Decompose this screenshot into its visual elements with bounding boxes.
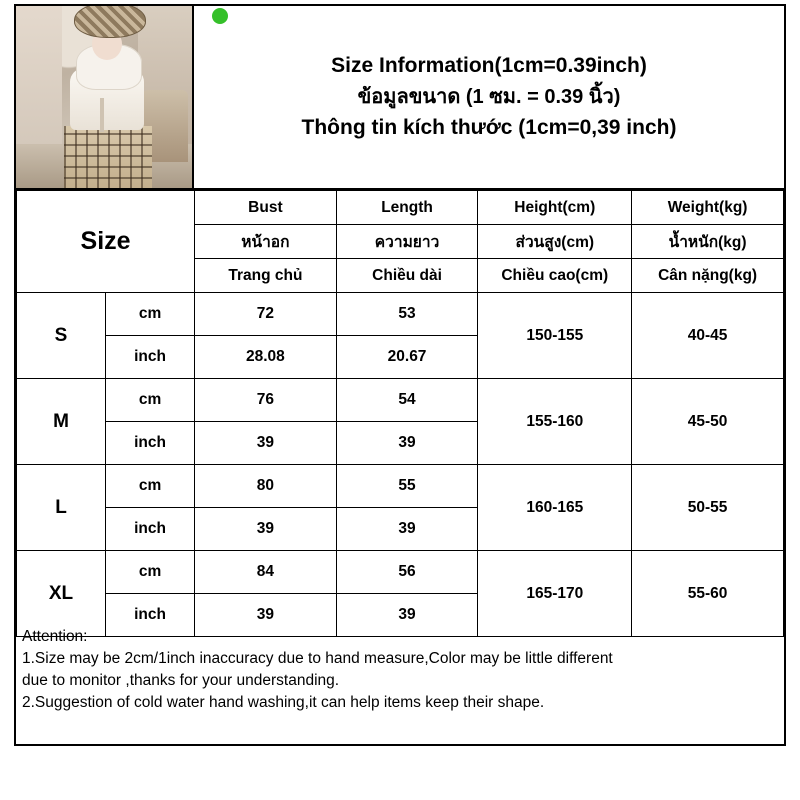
row-size-m: M [17,379,106,465]
unit-inch: inch [106,508,195,551]
title-english: Size Information(1cm=0.39inch) [331,54,647,78]
title-block [194,6,784,188]
unit-inch: inch [106,422,195,465]
title-thai: ข้อมูลขนาด (1 ซม. = 0.39 นิ้ว) [357,85,621,108]
l-height: 160-165 [478,465,632,551]
size-header-cell: Size [17,191,195,293]
l-length-inch: 39 [336,508,478,551]
xl-height: 165-170 [478,551,632,637]
l-bust-cm: 80 [195,465,337,508]
col-weight-en: Weight(kg) [632,191,784,225]
unit-inch: inch [106,594,195,637]
size-table [16,190,784,637]
attention-line-1: 1.Size may be 2cm/1inch inaccuracy due to hand measure,Color may be little different [22,650,613,667]
unit-cm: cm [106,551,195,594]
s-bust-cm: 72 [195,293,337,336]
s-bust-inch: 28.08 [195,336,337,379]
table-row [17,293,784,336]
col-bust-en: Bust [195,191,337,225]
attention-line-3: 2.Suggestion of cold water hand washing,it can help items keep their shape. [22,694,545,711]
unit-cm: cm [106,379,195,422]
product-photo [16,6,192,188]
l-weight: 50-55 [632,465,784,551]
col-length-th: ความยาว [336,225,478,259]
unit-inch: inch [106,336,195,379]
m-bust-cm: 76 [195,379,337,422]
s-length-inch: 20.67 [336,336,478,379]
table-row [17,465,784,508]
col-weight-vi: Cân nặng(kg) [632,259,784,293]
s-height: 150-155 [478,293,632,379]
m-length-cm: 54 [336,379,478,422]
xl-length-inch: 39 [336,594,478,637]
l-length-cm: 55 [336,465,478,508]
col-bust-th: หน้าอก [195,225,337,259]
m-height: 155-160 [478,379,632,465]
s-weight: 40-45 [632,293,784,379]
xl-weight: 55-60 [632,551,784,637]
xl-bust-inch: 39 [195,594,337,637]
s-length-cm: 53 [336,293,478,336]
attention-block [14,620,786,714]
m-length-inch: 39 [336,422,478,465]
row-size-s: S [17,293,106,379]
l-bust-inch: 39 [195,508,337,551]
col-length-vi: Chiều dài [336,259,478,293]
m-bust-inch: 39 [195,422,337,465]
m-weight: 45-50 [632,379,784,465]
col-length-en: Length [336,191,478,225]
table-header-row-en [17,191,784,225]
col-height-th: ส่วนสูง(cm) [478,225,632,259]
xl-bust-cm: 84 [195,551,337,594]
table-row [17,551,784,594]
col-height-en: Height(cm) [478,191,632,225]
chart-header [16,6,784,190]
table-row [17,379,784,422]
row-size-xl: XL [17,551,106,637]
green-dot-icon [212,8,228,24]
xl-length-cm: 56 [336,551,478,594]
unit-cm: cm [106,465,195,508]
title-vietnamese: Thông tin kích thước (1cm=0,39 inch) [301,115,677,139]
attention-line-2: due to monitor ,thanks for your understanding. [22,672,340,689]
row-size-l: L [17,465,106,551]
unit-cm: cm [106,293,195,336]
col-weight-th: น้ำหนัก(kg) [632,225,784,259]
col-height-vi: Chiều cao(cm) [478,259,632,293]
attention-heading: Attention: [22,628,88,645]
product-photo-cell [16,6,194,188]
col-bust-vi: Trang chủ [195,259,337,293]
